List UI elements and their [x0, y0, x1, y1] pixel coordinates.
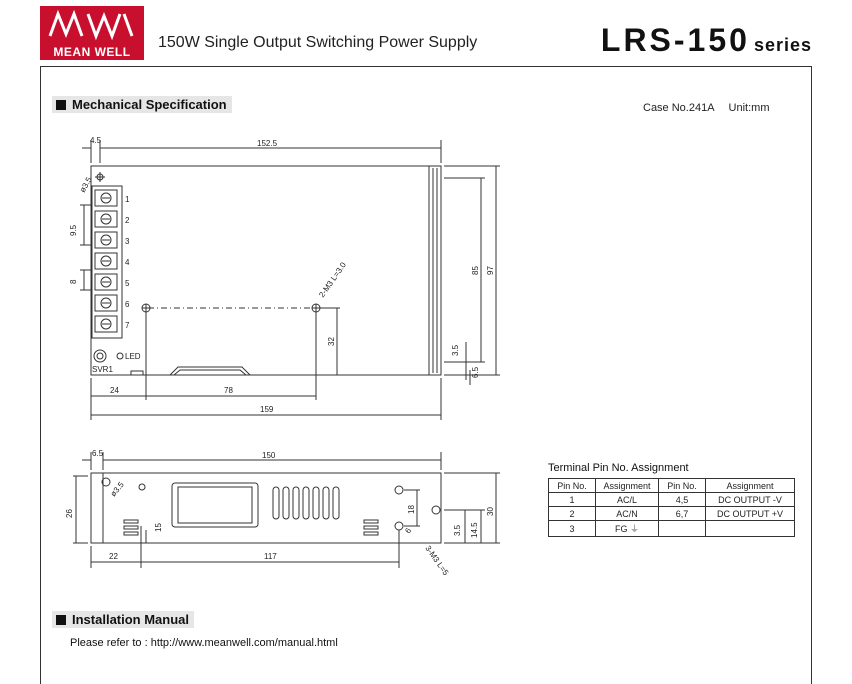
dim-side-3-5: 3.5 [453, 524, 462, 536]
table-header: Assignment [596, 479, 659, 493]
terminal-num-6: 6 [125, 300, 130, 309]
terminal-block [95, 190, 117, 332]
installation-label: Installation Manual [72, 612, 190, 627]
table-cell: FG ⏚ [596, 521, 659, 537]
table-cell [706, 521, 795, 537]
dim-top-pitch: 9.5 [69, 224, 78, 236]
case-number: Case No.241A [643, 102, 715, 114]
dim-top-159: 159 [260, 405, 274, 414]
table-header: Pin No. [659, 479, 706, 493]
svr-label: SVR1 [92, 365, 113, 374]
side-view-outline [91, 473, 441, 543]
installation-heading [52, 611, 194, 628]
manual-link-text[interactable]: Please refer to : http://www.meanwell.com/manual.html [70, 637, 338, 649]
dim-top-85: 85 [471, 266, 480, 275]
bullet-square-icon [56, 615, 66, 625]
dim-side-6: 6 [403, 526, 414, 536]
series-label: series [753, 35, 812, 55]
terminal-num-2: 2 [125, 216, 130, 225]
table-cell: 6,7 [659, 507, 706, 521]
terminal-num-3: 3 [125, 237, 130, 246]
led-label: LED [125, 352, 141, 361]
model-name: LRS-150 [600, 22, 750, 58]
dim-top-hole: ø3.5 [77, 175, 94, 194]
dim-side-length: 150 [262, 451, 276, 460]
dim-top-6-5: 6.5 [471, 366, 480, 378]
dim-side-hole: ø3.5 [108, 480, 126, 499]
dim-side-15: 15 [154, 523, 163, 532]
pin-assignment-table [548, 478, 795, 537]
dim-side-18: 18 [407, 505, 416, 514]
table-cell: DC OUTPUT +V [706, 507, 795, 521]
dim-top-97: 97 [486, 266, 495, 275]
terminal-num-4: 4 [125, 258, 130, 267]
dim-side-117: 117 [264, 552, 277, 561]
logo-wordmark: MEAN WELL [40, 44, 144, 60]
dim-top-32: 32 [327, 337, 336, 346]
product-subtitle: 150W Single Output Switching Power Supply [158, 34, 478, 51]
pin-table-title: Terminal Pin No. Assignment [548, 462, 689, 474]
unit-label: Unit:mm [728, 102, 770, 114]
dim-side-26: 26 [65, 509, 74, 518]
dim-side-offset: 6.5 [92, 449, 104, 458]
table-cell: 2 [549, 507, 596, 521]
table-cell: DC OUTPUT -V [706, 493, 795, 507]
dim-side-screw: 3-M3 L=5 [423, 543, 451, 578]
dim-top-24: 24 [110, 386, 119, 395]
dim-side-30: 30 [486, 507, 495, 516]
terminal-num-5: 5 [125, 279, 130, 288]
table-cell: 3 [549, 521, 596, 537]
table-cell [659, 521, 706, 537]
table-row [549, 521, 795, 537]
dim-top-length: 152.5 [257, 139, 278, 148]
table-header-row [549, 479, 795, 493]
dim-side-22: 22 [109, 552, 118, 561]
terminal-num-1: 1 [125, 195, 130, 204]
table-row [549, 493, 795, 507]
dim-side-14-5: 14.5 [470, 522, 479, 538]
dim-top-screw: 2-M3 L=3.0 [317, 260, 348, 300]
table-cell: 1 [549, 493, 596, 507]
table-header: Assignment [706, 479, 795, 493]
table-cell: 4,5 [659, 493, 706, 507]
table-header: Pin No. [549, 479, 596, 493]
table-cell: AC/L [596, 493, 659, 507]
table-cell: AC/N [596, 507, 659, 521]
dim-top-78: 78 [224, 386, 233, 395]
mechanical-spec-label: Mechanical Specification [72, 97, 227, 112]
table-row [549, 507, 795, 521]
dim-top-terminal: 8 [69, 279, 78, 284]
terminal-num-7: 7 [125, 321, 130, 330]
dim-top-3-5: 3.5 [451, 344, 460, 356]
top-view-outline [91, 166, 441, 375]
dim-top-offset: 4.5 [90, 136, 102, 145]
